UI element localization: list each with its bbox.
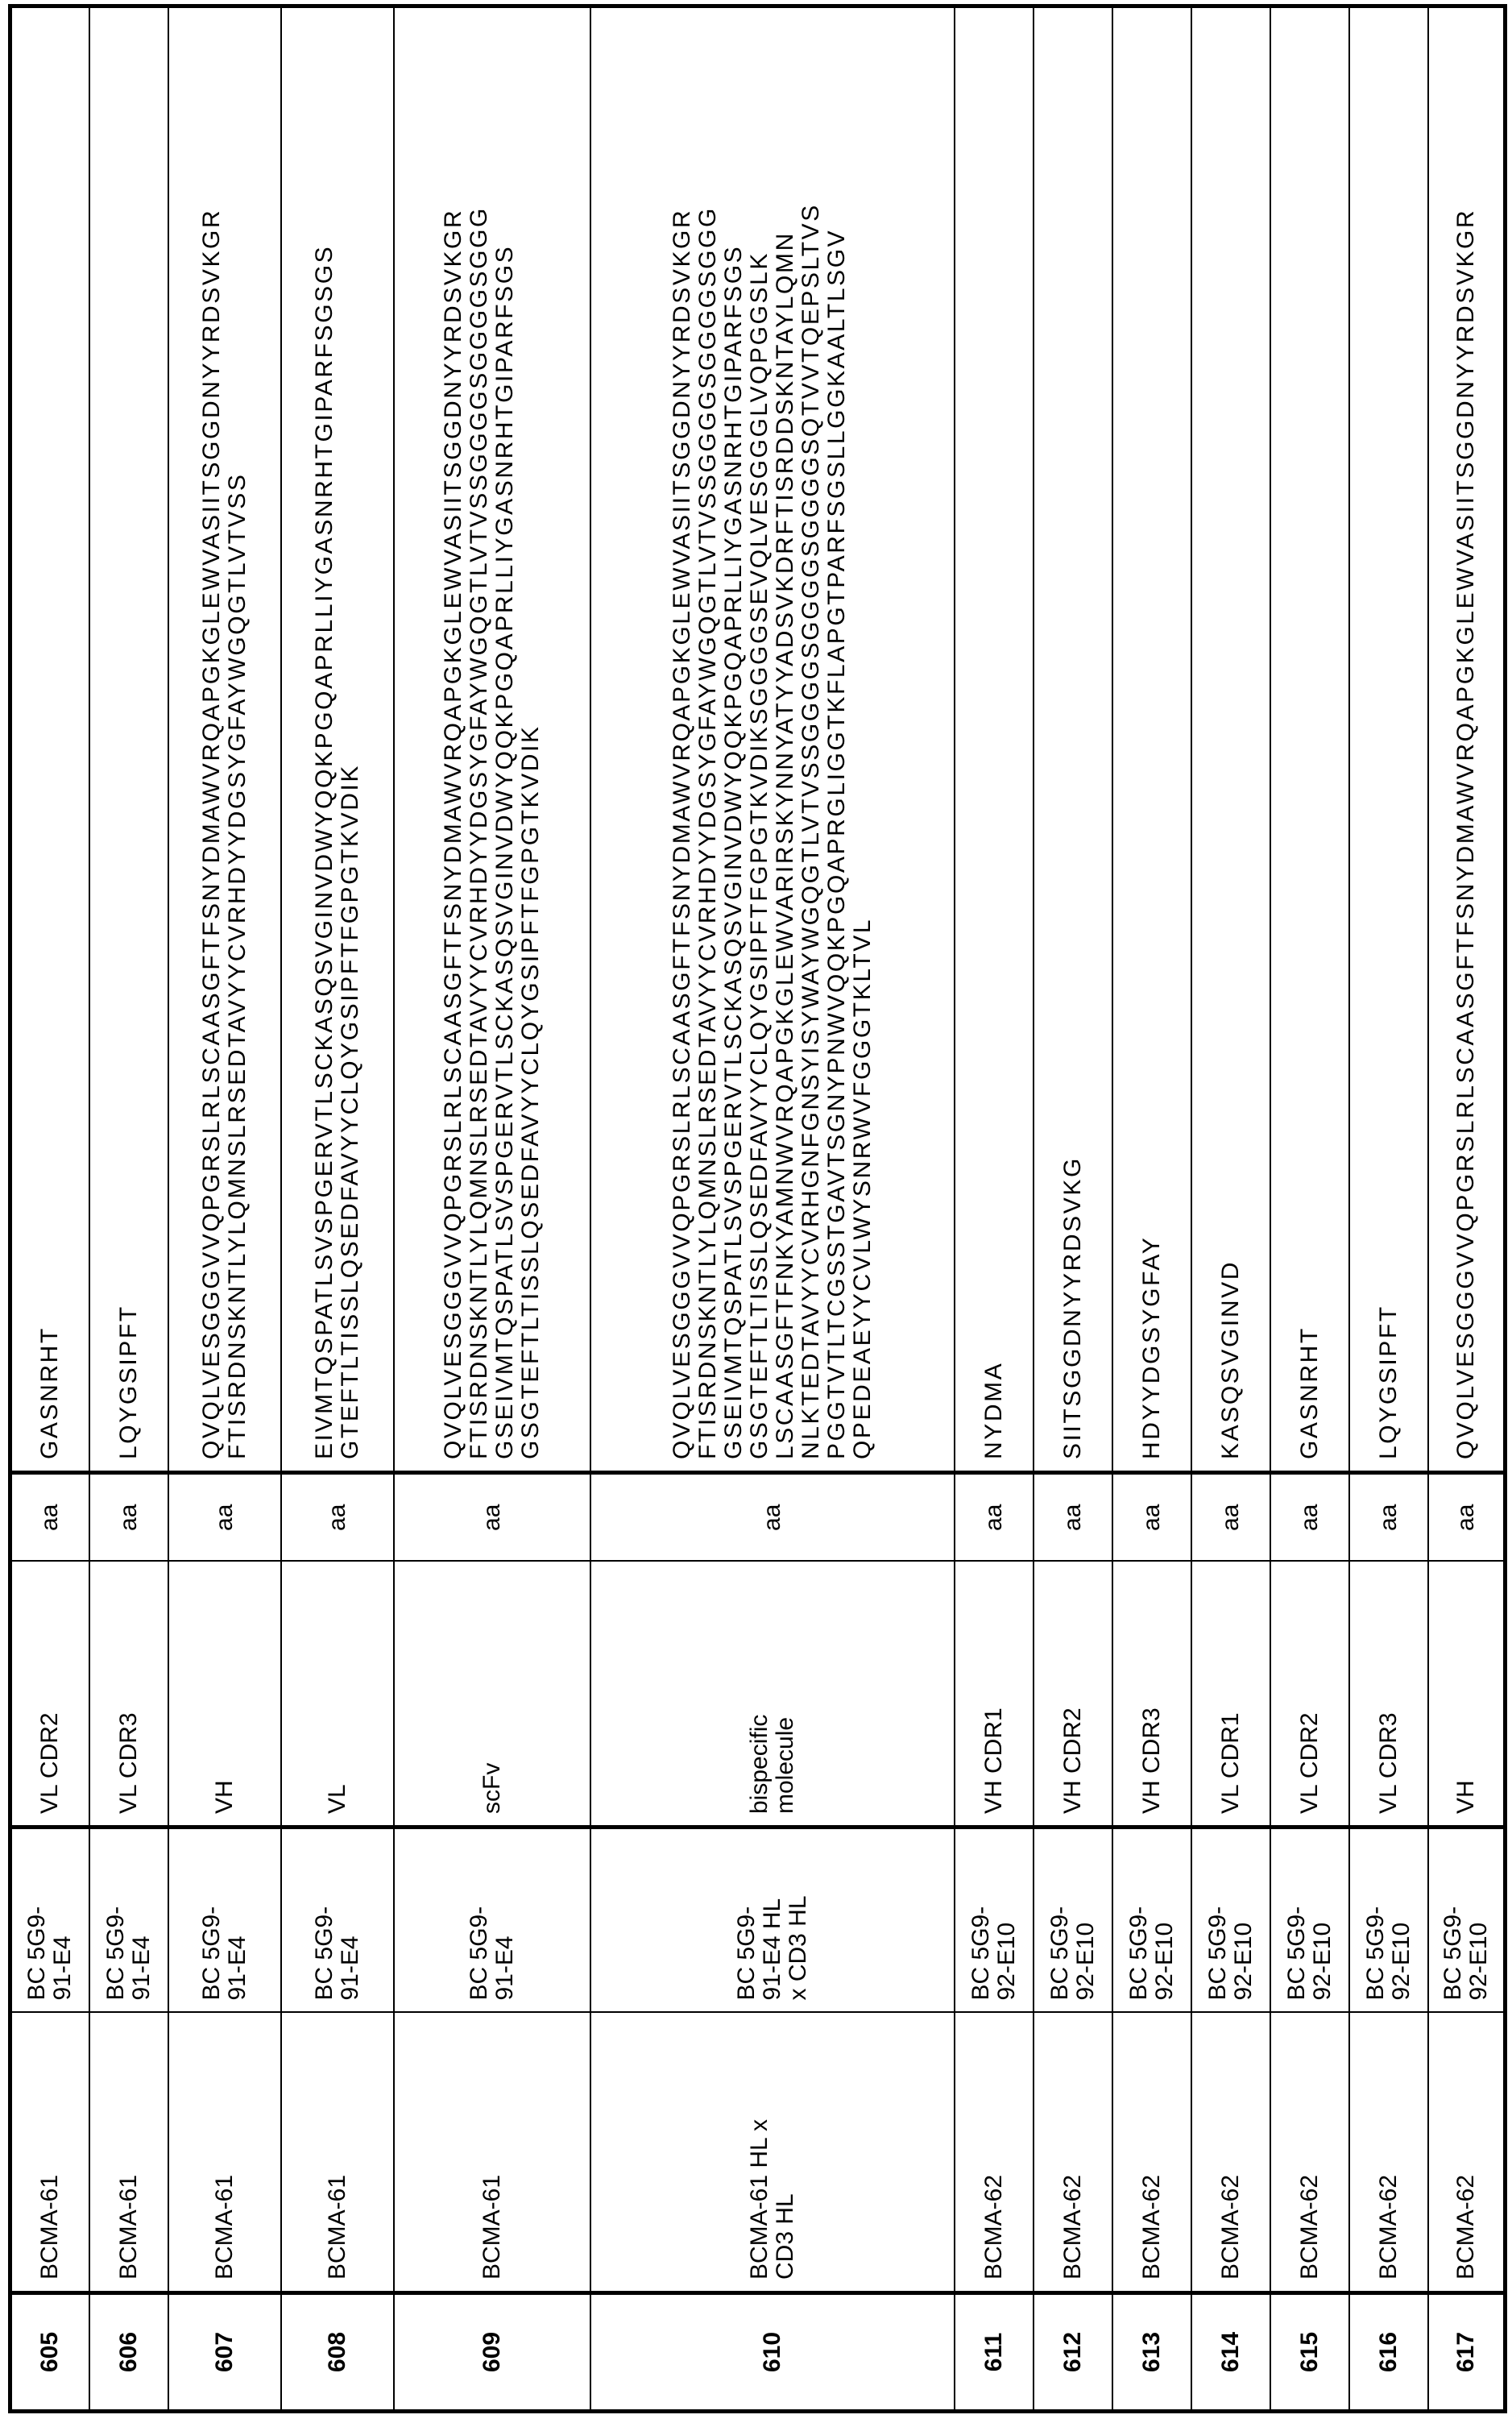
- sequence-table: [8, 4, 1507, 2413]
- antibody-cell: [394, 1828, 590, 2013]
- type-text: VL CDR2: [1295, 1712, 1323, 1814]
- type-cell: [1034, 1562, 1112, 1828]
- seq-id-cell: 616: [1349, 2293, 1428, 2412]
- sequence-cell: [10, 6, 89, 1473]
- table-row: [10, 6, 89, 2412]
- sequence-line: GASNRHT: [1295, 1326, 1323, 1459]
- sequence-cell: [1270, 6, 1349, 1473]
- type-text: VL CDR2: [36, 1712, 64, 1814]
- sequence-line: GASNRHT: [36, 1326, 64, 1459]
- sequence-line: NYDMA: [980, 1361, 1007, 1459]
- name-text: BCMA-62: [1452, 2174, 1479, 2280]
- type-cell: [10, 1562, 89, 1828]
- table-row: [281, 6, 394, 2412]
- sequence-cell: [1112, 6, 1191, 1473]
- antibody-cell: [281, 1828, 394, 2013]
- table-row: [1270, 6, 1349, 2412]
- table-row: [1349, 6, 1428, 2412]
- antibody-cell: [1034, 1828, 1112, 2013]
- sequence-line: GSGTEFTLTISSLQSEDFAVYYCLQYGSIPFTFGPGTKVDIKSGGGGSEVQLVESGGGLVQPGGSLK: [745, 251, 773, 1459]
- name-cell: [1112, 2013, 1191, 2293]
- antibody-cell: [1428, 1828, 1506, 2013]
- name-text: BCMA-62: [1216, 2174, 1244, 2280]
- antibody-text: BC 5G9- 91-E4 HL x CD3 HL: [732, 1895, 811, 2001]
- antibody-cell: [1191, 1828, 1270, 2013]
- antibody-text: BC 5G9- 91-E4: [197, 1906, 251, 2001]
- name-cell: [281, 2013, 394, 2293]
- name-cell: [10, 2013, 89, 2293]
- type-cell: [1428, 1562, 1506, 1828]
- format-cell: aa: [1349, 1473, 1428, 1562]
- antibody-text: BC 5G9- 92-E10: [1361, 1906, 1415, 2001]
- type-cell: [1191, 1562, 1270, 1828]
- table-row: [590, 6, 955, 2412]
- type-text: VL CDR3: [1374, 1712, 1402, 1814]
- name-cell: [1428, 2013, 1506, 2293]
- antibody-cell: [955, 1828, 1034, 2013]
- type-text: VH CDR2: [1058, 1707, 1086, 1814]
- seq-id-cell: 606: [89, 2293, 168, 2412]
- antibody-text: BC 5G9- 92-E10: [1125, 1906, 1178, 2001]
- type-text: VH CDR3: [1137, 1707, 1165, 1814]
- sequence-line: KASQSVGINVD: [1216, 1260, 1244, 1459]
- table-row: [1428, 6, 1506, 2412]
- sequence-cell: [168, 6, 281, 1473]
- name-text: BCMA-62: [1137, 2174, 1165, 2280]
- name-text: BCMA-62: [1058, 2174, 1086, 2280]
- name-text: BCMA-61 HL x CD3 HL: [745, 2119, 798, 2280]
- name-cell: [955, 2013, 1034, 2293]
- seq-id-cell: 608: [281, 2293, 394, 2412]
- table-row: [1034, 6, 1112, 2412]
- type-cell: [1349, 1562, 1428, 1828]
- name-cell: [1270, 2013, 1349, 2293]
- name-text: BCMA-62: [1374, 2174, 1402, 2280]
- type-cell: [394, 1562, 590, 1828]
- type-text: VL: [323, 1784, 350, 1814]
- type-cell: [168, 1562, 281, 1828]
- seq-id-cell: 612: [1034, 2293, 1112, 2412]
- antibody-cell: [10, 1828, 89, 2013]
- type-text: VH: [210, 1780, 238, 1814]
- antibody-cell: [168, 1828, 281, 2013]
- name-cell: [168, 2013, 281, 2293]
- seq-id-cell: 607: [168, 2293, 281, 2412]
- format-cell: aa: [1428, 1473, 1506, 1562]
- seq-id-cell: 611: [955, 2293, 1034, 2412]
- format-cell: aa: [281, 1473, 394, 1562]
- format-cell: aa: [1034, 1473, 1112, 1562]
- table-row: [89, 6, 168, 2412]
- sequence-line: FTISRDNSKNTLYLQMNSLRSEDTAVYYCVRHDYYDGSYGFAYWGQGTLVTVSSGGGGSGGGGSGGG: [465, 206, 492, 1459]
- antibody-text: BC 5G9- 92-E10: [1282, 1906, 1336, 2001]
- type-cell: [1270, 1562, 1349, 1828]
- antibody-cell: [1112, 1828, 1191, 2013]
- seq-id-cell: 609: [394, 2293, 590, 2412]
- type-cell: [89, 1562, 168, 1828]
- sequence-cell: [590, 6, 955, 1473]
- sequence-line: QVQLVESGGGVVQPGRSLRLSCAASGFTFSNYDMAWVRQAPGKGLEWVASIITSGGDNYYRDSVKGR: [439, 208, 466, 1459]
- name-cell: [1349, 2013, 1428, 2293]
- format-cell: aa: [1270, 1473, 1349, 1562]
- table-row: [394, 6, 590, 2412]
- type-cell: [1112, 1562, 1191, 1828]
- seq-id-cell: 610: [590, 2293, 955, 2412]
- sequence-table-body: [10, 6, 1506, 2412]
- antibody-text: BC 5G9- 91-E4: [310, 1906, 363, 2001]
- sequence-line: QVQLVESGGGVVQPGRSLRLSCAASGFTFSNYDMAWVRQAPGKGLEWVASIITSGGDNYYRDSVKGR: [1452, 208, 1479, 1459]
- sequence-cell: [281, 6, 394, 1473]
- type-cell: [281, 1562, 394, 1828]
- seq-id-cell: 613: [1112, 2293, 1191, 2412]
- name-cell: [1191, 2013, 1270, 2293]
- antibody-text: BC 5G9- 91-E4: [101, 1906, 155, 2001]
- name-text: BCMA-61: [36, 2174, 64, 2280]
- table-row: [168, 6, 281, 2412]
- type-text: VH: [1452, 1780, 1479, 1814]
- sequence-line: SIITSGGDNYYRDSVKG: [1058, 1156, 1086, 1459]
- sequence-line: EIVMTQSPATLSVSPGERVTLSCKASQSVGINVDWYQQKPGQAPRLLIYGASNRHTGIPARFSGSGS: [310, 244, 338, 1459]
- type-text: VL CDR1: [1216, 1712, 1244, 1814]
- type-text: scFv: [478, 1762, 505, 1814]
- sequence-line: FTISRDNSKNTLYLQMNSLRSEDTAVYYCVRHDYYDGSYGFAYWGQGTLVTVSSGGGGSGGGGSGGG: [694, 206, 721, 1459]
- type-cell: [590, 1562, 955, 1828]
- antibody-text: BC 5G9- 92-E10: [1046, 1906, 1099, 2001]
- sequence-cell: [89, 6, 168, 1473]
- antibody-cell: [89, 1828, 168, 2013]
- name-text: BCMA-61: [210, 2174, 238, 2280]
- name-cell: [1034, 2013, 1112, 2293]
- format-cell: aa: [394, 1473, 590, 1562]
- antibody-text: BC 5G9- 91-E4: [23, 1906, 77, 2001]
- type-cell: [955, 1562, 1034, 1828]
- sequence-line: GSEIVMTQSPATLSVSPGERVTLSCKASQSVGINVDWYQQKPGQAPRLLIYGASNRHTGIPARFSGS: [491, 244, 518, 1459]
- name-cell: [394, 2013, 590, 2293]
- antibody-cell: [1349, 1828, 1428, 2013]
- sequence-line: NLKTEDTAVYYCVRHGNFGNSYISYWAYWGQGTLVTVSSGGGGSGGGGSGGGGSQTVVTQEPSLTVS: [797, 203, 824, 1459]
- seq-id-cell: 617: [1428, 2293, 1506, 2412]
- format-cell: aa: [590, 1473, 955, 1562]
- sequence-line: FTISRDNSKNTLYLQMNSLRSEDTAVYYCVRHDYYDGSYGFAYWGQGTLVTVSS: [223, 472, 251, 1459]
- sequence-line: QVQLVESGGGVVQPGRSLRLSCAASGFTFSNYDMAWVRQAPGKGLEWVASIITSGGDNYYRDSVKGR: [668, 208, 695, 1459]
- sequence-line: QVQLVESGGGVVQPGRSLRLSCAASGFTFSNYDMAWVRQAPGKGLEWVASIITSGGDNYYRDSVKGR: [197, 208, 225, 1459]
- antibody-text: BC 5G9- 92-E10: [967, 1906, 1020, 2001]
- sequence-cell: [1428, 6, 1506, 1473]
- name-text: BCMA-62: [980, 2174, 1007, 2280]
- name-cell: [89, 2013, 168, 2293]
- format-cell: aa: [1191, 1473, 1270, 1562]
- name-text: BCMA-61: [478, 2174, 505, 2280]
- sequence-cell: [955, 6, 1034, 1473]
- name-text: BCMA-61: [323, 2174, 350, 2280]
- format-cell: aa: [10, 1473, 89, 1562]
- type-text: bispecific molecule: [745, 1714, 798, 1814]
- table-row: [955, 6, 1034, 2412]
- name-text: BCMA-62: [1295, 2174, 1323, 2280]
- format-cell: aa: [89, 1473, 168, 1562]
- type-text: VH CDR1: [980, 1707, 1007, 1814]
- antibody-text: BC 5G9- 92-E10: [1203, 1906, 1257, 2001]
- format-cell: aa: [1112, 1473, 1191, 1562]
- type-text: VL CDR3: [114, 1712, 142, 1814]
- name-text: BCMA-61: [114, 2174, 142, 2280]
- sequence-line: LSCAASGFTFNKYAMNWVRQAPGKGLEWVARIRSKYNNYATYYADSVKDRFTISRDDSKNTAYLQMN: [771, 231, 798, 1459]
- sequence-cell: [1349, 6, 1428, 1473]
- antibody-text: BC 5G9- 92-E10: [1439, 1906, 1492, 2001]
- antibody-text: BC 5G9- 91-E4: [465, 1906, 518, 2001]
- sequence-cell: [1034, 6, 1112, 1473]
- seq-id-cell: 614: [1191, 2293, 1270, 2412]
- format-cell: aa: [168, 1473, 281, 1562]
- sequence-line: PGGTVTLTCGSSTGAVTSGNYPNWVQQKPGQAPRGLIGGTKFLAPGTPARFSGSLLGGKAALTLSGV: [822, 228, 850, 1459]
- seq-id-cell: 605: [10, 2293, 89, 2412]
- sequence-line: GSGTEFTLTISSLQSEDFAVYYCLQYGSIPFTFGPGTKVDIK: [516, 724, 544, 1459]
- antibody-cell: [590, 1828, 955, 2013]
- sequence-cell: [394, 6, 590, 1473]
- sequence-line: LQYGSIPFT: [114, 1305, 142, 1459]
- sequence-line: HDYYDGSYGFAY: [1137, 1235, 1165, 1459]
- antibody-cell: [1270, 1828, 1349, 2013]
- sequence-line: GTEFTLTISSLQSEDFAVYYCLQYGSIPFTFGPGTKVDIK: [336, 763, 363, 1459]
- sequence-line: GSEIVMTQSPATLSVSPGERVTLSCKASQSVGINVDWYQQKPGQAPRLLIYGASNRHTGIPARFSGS: [719, 244, 747, 1459]
- name-cell: [590, 2013, 955, 2293]
- table-row: [1191, 6, 1270, 2412]
- format-cell: aa: [955, 1473, 1034, 1562]
- sequence-line: QPEDEAEYYCVLWYSNRWVFGGGTKLTVL: [848, 917, 876, 1459]
- sequence-cell: [1191, 6, 1270, 1473]
- table-row: [1112, 6, 1191, 2412]
- sequence-line: LQYGSIPFT: [1374, 1305, 1402, 1459]
- seq-id-cell: 615: [1270, 2293, 1349, 2412]
